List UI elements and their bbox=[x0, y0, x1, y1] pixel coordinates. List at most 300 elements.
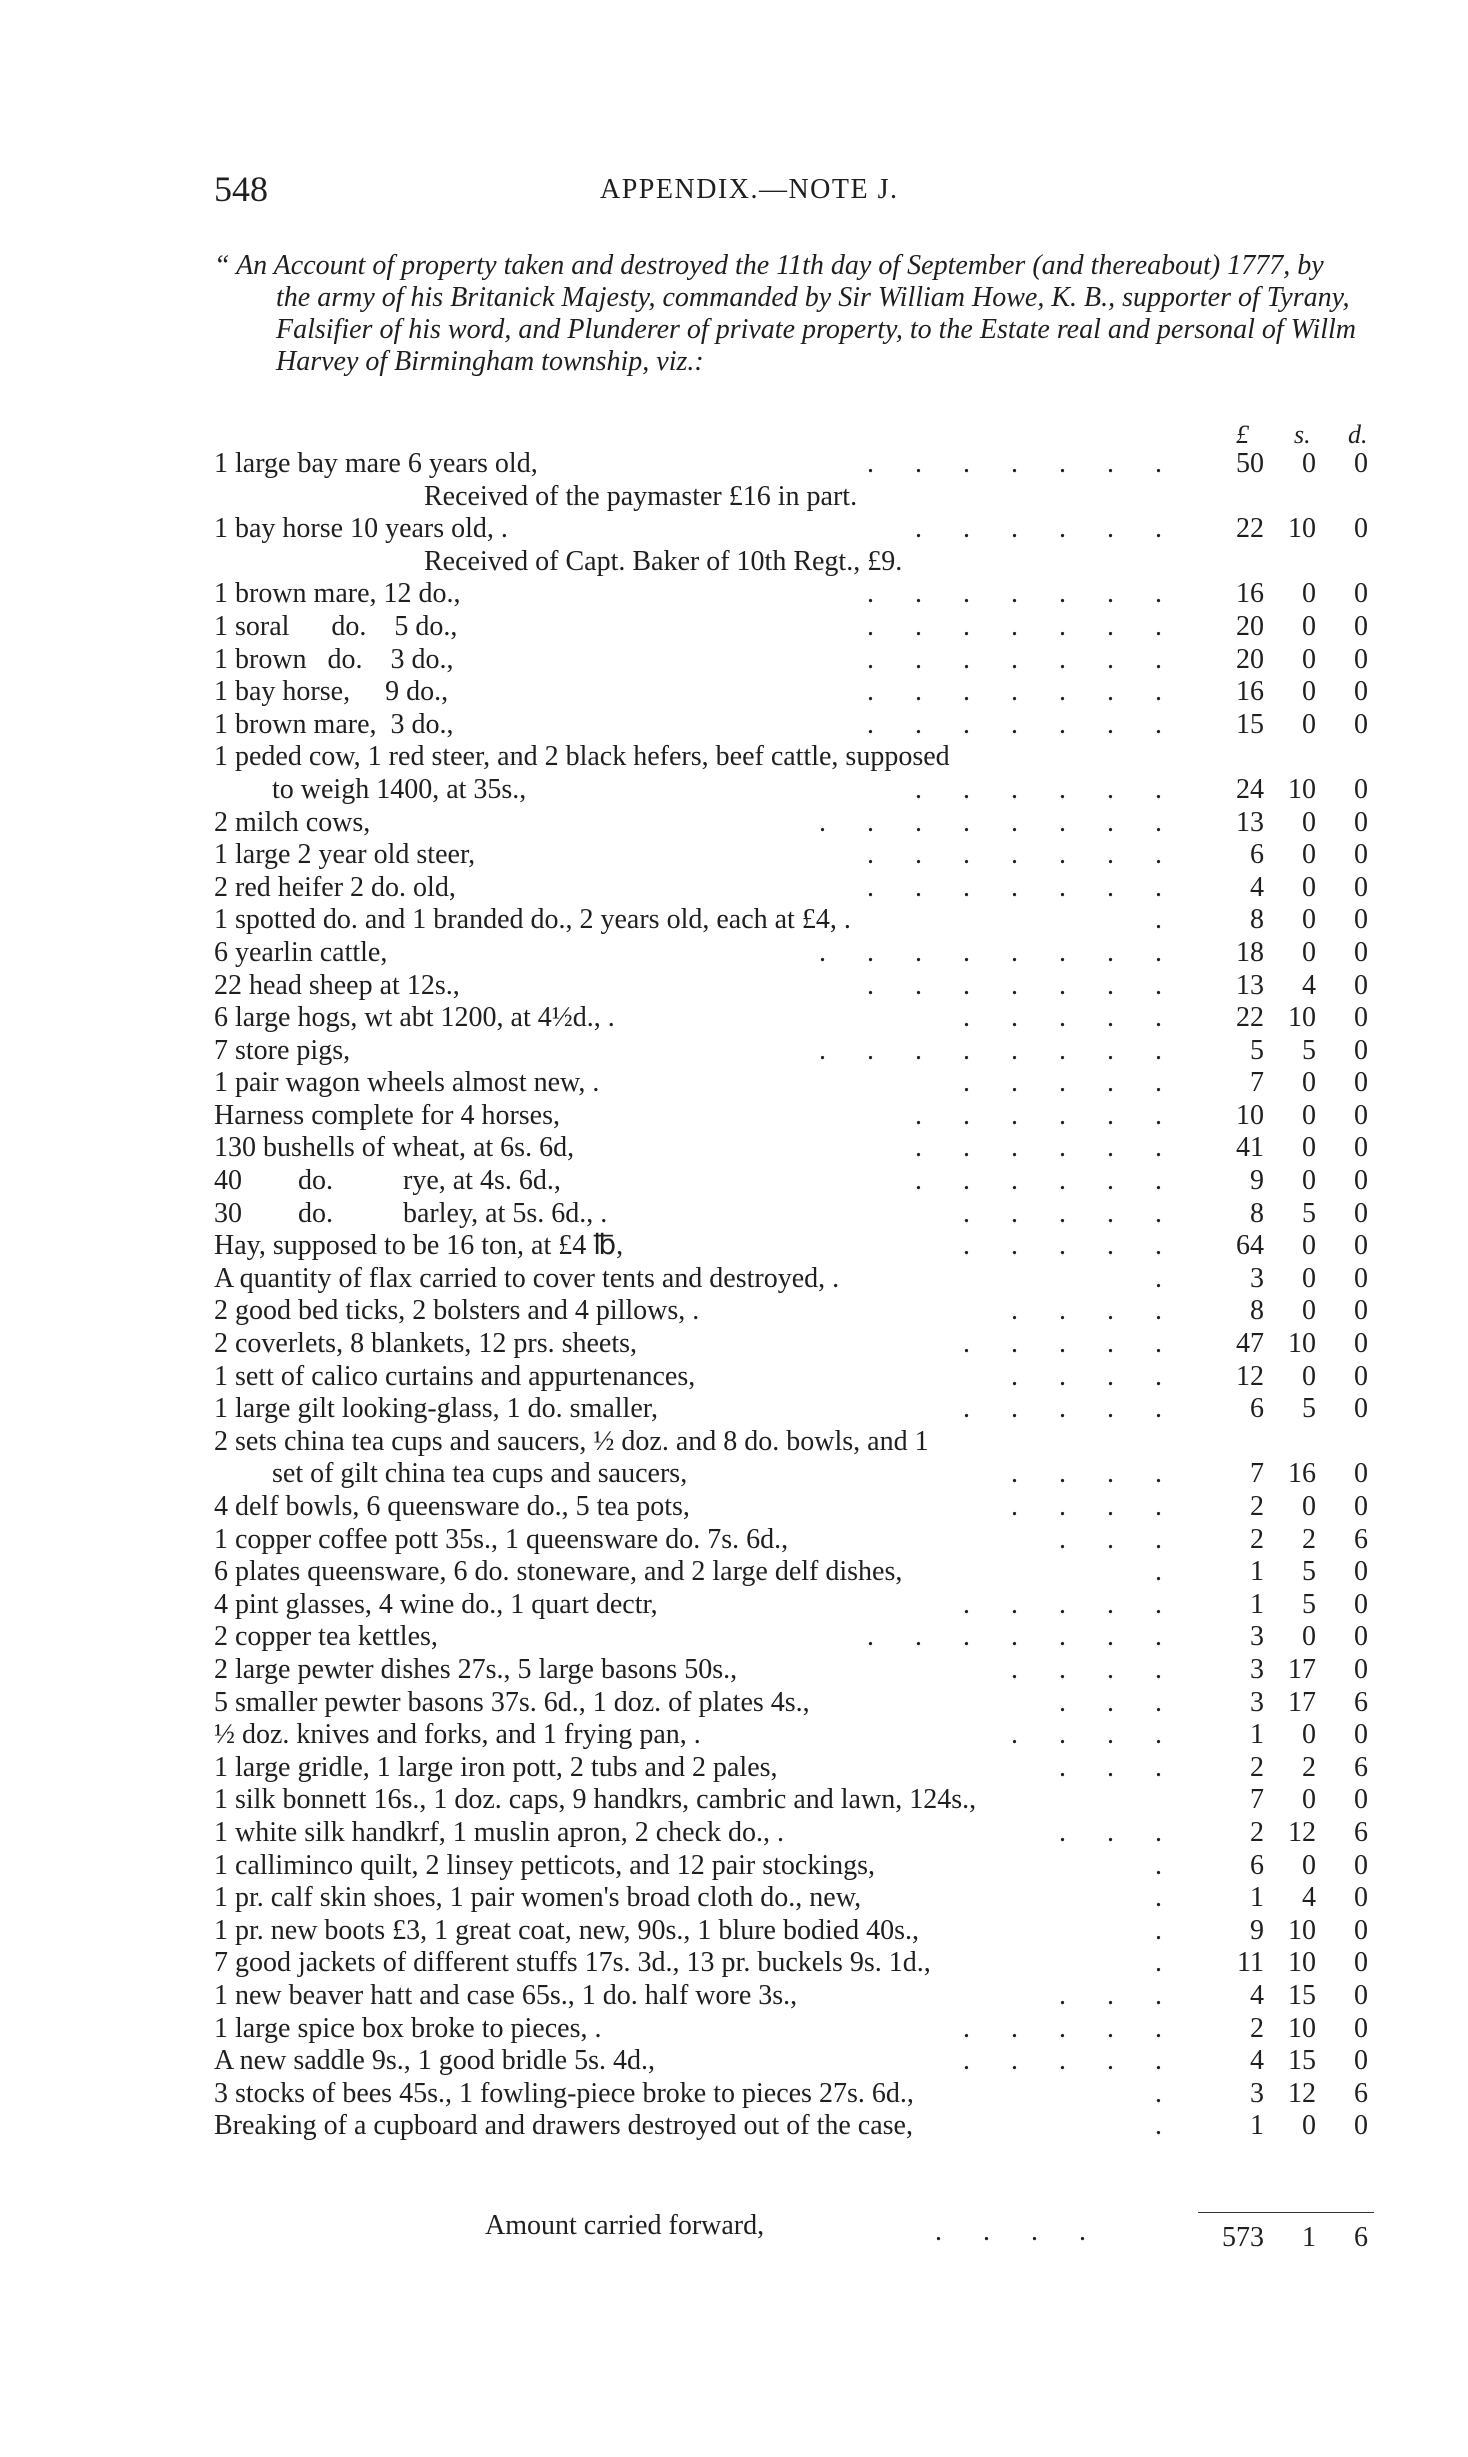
intro-paragraph bbox=[214, 250, 1364, 378]
shillings-value: 0 bbox=[1302, 610, 1316, 642]
shillings-value: 15 bbox=[1288, 1979, 1316, 2011]
pounds-value: 7 bbox=[1250, 1458, 1264, 1490]
account-entry-row bbox=[0, 1328, 1468, 1361]
leader-dots: . . . . . bbox=[963, 2045, 1162, 2077]
shillings-value: 10 bbox=[1288, 1002, 1316, 1034]
entry-description: 1 silk bonnett 16s., 1 doz. caps, 9 handkrs, cambric and lawn, 124s., bbox=[214, 1784, 977, 1816]
pounds-value: 18 bbox=[1236, 936, 1264, 968]
shillings-value: 0 bbox=[1302, 708, 1316, 740]
pence-value: 6 bbox=[1354, 2077, 1368, 2109]
pence-value: 0 bbox=[1354, 1588, 1368, 1620]
leader-dots: . . . bbox=[1059, 1979, 1162, 2011]
entry-description: 1 large gilt looking-glass, 1 do. smaller, bbox=[214, 1393, 658, 1425]
pounds-value: 4 bbox=[1250, 2045, 1264, 2077]
pence-value: 0 bbox=[1354, 1295, 1368, 1327]
leader-dots: . . . . . . . bbox=[867, 643, 1162, 675]
account-entry-row bbox=[0, 481, 1468, 514]
pounds-value: 3 bbox=[1250, 2077, 1264, 2109]
pence-value: 6 bbox=[1354, 1751, 1368, 1783]
entry-description: set of gilt china tea cups and saucers, bbox=[272, 1458, 688, 1490]
leader-dots: . . . . . . bbox=[915, 1132, 1162, 1164]
shillings-value: 2 bbox=[1302, 1751, 1316, 1783]
shillings-value: 0 bbox=[1302, 1099, 1316, 1131]
account-entry-row bbox=[0, 1980, 1468, 2013]
entry-description: 1 large bay mare 6 years old, bbox=[214, 448, 538, 479]
entry-description: 130 bushells of wheat, at 6s. 6d, bbox=[214, 1132, 575, 1164]
shillings-value: 12 bbox=[1288, 1816, 1316, 1848]
pence-value: 0 bbox=[1354, 1653, 1368, 1685]
shillings-value: 0 bbox=[1302, 1132, 1316, 1164]
entry-description: 2 milch cows, bbox=[214, 806, 371, 838]
account-entry-row bbox=[0, 1132, 1468, 1165]
leader-dots: . . . . . bbox=[963, 1588, 1162, 1620]
pence-value: 0 bbox=[1354, 1262, 1368, 1294]
leader-dots: . . . . . . . bbox=[867, 448, 1162, 479]
leader-dots: . . . bbox=[1059, 1751, 1162, 1783]
pounds-value: 4 bbox=[1250, 871, 1264, 903]
entry-description: 7 good jackets of different stuffs 17s. 3d., 13 pr. buckels 9s. 1d., bbox=[214, 1947, 931, 1979]
pence-value: 0 bbox=[1354, 1849, 1368, 1881]
pounds-value: 6 bbox=[1250, 1849, 1264, 1881]
account-entry-row bbox=[0, 1295, 1468, 1328]
entry-description: 1 bay horse, 9 do., bbox=[214, 676, 449, 708]
shillings-value: 0 bbox=[1302, 1784, 1316, 1816]
pounds-value: 8 bbox=[1250, 1197, 1264, 1229]
shillings-value: 0 bbox=[1302, 871, 1316, 903]
pounds-value: 3 bbox=[1250, 1653, 1264, 1685]
pounds-value: 16 bbox=[1236, 676, 1264, 708]
shillings-value: 17 bbox=[1288, 1653, 1316, 1685]
leader-dots: . . . bbox=[1059, 1686, 1162, 1718]
leader-dots: . . . . . . bbox=[915, 513, 1162, 545]
shillings-value: 0 bbox=[1302, 806, 1316, 838]
pounds-value: 2 bbox=[1250, 1751, 1264, 1783]
leader-dots: . . . . . bbox=[963, 1197, 1162, 1229]
pence-value: 0 bbox=[1354, 1360, 1368, 1392]
account-entry-row bbox=[0, 1361, 1468, 1394]
entry-description: 4 pint glasses, 4 wine do., 1 quart dectr, bbox=[214, 1588, 658, 1620]
pounds-value: 50 bbox=[1236, 448, 1264, 479]
account-entry-row bbox=[0, 611, 1468, 644]
shillings-value: 0 bbox=[1302, 1719, 1316, 1751]
entry-description: 1 new beaver hatt and case 65s., 1 do. half wore 3s., bbox=[214, 1979, 798, 2011]
pence-value: 0 bbox=[1354, 1099, 1368, 1131]
leader-dots: . . . . . bbox=[963, 1002, 1162, 1034]
pence-value: 0 bbox=[1354, 1947, 1368, 1979]
account-entry-row bbox=[0, 1621, 1468, 1654]
intro-text: “ An Account of property taken and destroyed the 11th day of September (and thereabout) 1777, by the army of his Britanick Majesty, commanded by Sir William Howe, K. B., supporter of Tyrany, Falsifier of his word, and Plunderer of private property, to the Estate real and personal of Willm Harvey of Birmingham township, viz.: bbox=[214, 250, 1357, 377]
account-entry-row bbox=[0, 1817, 1468, 1850]
account-entry-row bbox=[0, 1426, 1468, 1459]
entry-note: Received of Capt. Baker of 10th Regt., £9. bbox=[424, 545, 903, 577]
pounds-value: 47 bbox=[1236, 1328, 1264, 1360]
shillings-value: 5 bbox=[1302, 1588, 1316, 1620]
entry-description: 6 yearlin cattle, bbox=[214, 936, 388, 968]
pounds-value: 7 bbox=[1250, 1784, 1264, 1816]
entry-description: 4 delf bowls, 6 queensware do., 5 tea pots, bbox=[214, 1491, 690, 1522]
account-entry-row bbox=[0, 970, 1468, 1003]
entry-description: 40 do. rye, at 4s. 6d., bbox=[214, 1165, 561, 1197]
pence-value: 0 bbox=[1354, 806, 1368, 838]
shillings-value: 0 bbox=[1302, 1491, 1316, 1522]
leader-dots: . . . . . . bbox=[915, 773, 1162, 805]
leader-dots: . . . . bbox=[1011, 1491, 1162, 1522]
account-entry-row bbox=[0, 1002, 1468, 1035]
account-entry-row bbox=[0, 1556, 1468, 1589]
leader-dots: . . . . bbox=[1011, 1653, 1162, 1685]
account-entry-row bbox=[0, 546, 1468, 579]
entry-description: 2 sets china tea cups and saucers, ½ doz. and 8 do. bowls, and 1 bbox=[214, 1425, 929, 1457]
leader-dots: . bbox=[1155, 1914, 1162, 1946]
pence-value: 0 bbox=[1354, 1197, 1368, 1229]
pence-value: 0 bbox=[1354, 610, 1368, 642]
entry-description: 1 brown mare, 3 do., bbox=[214, 708, 454, 740]
entry-description: 1 sett of calico curtains and appurtenances, bbox=[214, 1360, 696, 1392]
pounds-value: 9 bbox=[1250, 1165, 1264, 1197]
account-entry-row bbox=[0, 1458, 1468, 1491]
shillings-value: 0 bbox=[1302, 1230, 1316, 1262]
leader-dots: . . . . . . bbox=[915, 1165, 1162, 1197]
account-entry-row bbox=[0, 1882, 1468, 1915]
pence-value: 0 bbox=[1354, 904, 1368, 936]
shillings-value: 5 bbox=[1302, 1197, 1316, 1229]
leader-dots: . . . . . . bbox=[915, 1099, 1162, 1131]
account-entry-row bbox=[0, 774, 1468, 807]
pence-value: 0 bbox=[1354, 1393, 1368, 1425]
shillings-value: 0 bbox=[1302, 1849, 1316, 1881]
entry-description: 1 soral do. 5 do., bbox=[214, 610, 458, 642]
pounds-value: 1 bbox=[1250, 2110, 1264, 2142]
pounds-value: 2 bbox=[1250, 2012, 1264, 2044]
pounds-value: 7 bbox=[1250, 1067, 1264, 1099]
pounds-value: 41 bbox=[1236, 1132, 1264, 1164]
leader-dots: . bbox=[1155, 1947, 1162, 1979]
leader-dots: . . . . bbox=[1011, 1719, 1162, 1751]
shillings-value: 0 bbox=[1302, 1360, 1316, 1392]
leader-dots: . bbox=[1155, 1556, 1162, 1588]
pence-value: 0 bbox=[1354, 1979, 1368, 2011]
running-head: APPENDIX.—NOTE J. bbox=[600, 174, 899, 205]
pounds-column-header: £ bbox=[1236, 420, 1249, 449]
leader-dots: . . . . . . . bbox=[867, 610, 1162, 642]
account-entry-row bbox=[0, 578, 1468, 611]
account-entry-row bbox=[0, 1393, 1468, 1426]
account-entry-row bbox=[0, 1752, 1468, 1785]
leader-dots: . . . . . . . bbox=[867, 578, 1162, 610]
shillings-value: 10 bbox=[1288, 1947, 1316, 1979]
pence-value: 0 bbox=[1354, 1034, 1368, 1066]
account-entry-row bbox=[0, 709, 1468, 742]
account-entries bbox=[0, 448, 1468, 2143]
entry-description: 1 brown do. 3 do., bbox=[214, 643, 454, 675]
pence-value: 0 bbox=[1354, 969, 1368, 1001]
entry-description: ½ doz. knives and forks, and 1 frying pan, . bbox=[214, 1719, 701, 1751]
entry-description: 1 large 2 year old steer, bbox=[214, 839, 476, 871]
pence-value: 0 bbox=[1354, 1719, 1368, 1751]
entry-description: 6 large hogs, wt abt 1200, at 4½d., . bbox=[214, 1002, 615, 1034]
shillings-value: 4 bbox=[1302, 969, 1316, 1001]
entry-description: 30 do. barley, at 5s. 6d., . bbox=[214, 1197, 608, 1229]
pounds-value: 10 bbox=[1236, 1099, 1264, 1131]
pounds-value: 15 bbox=[1236, 708, 1264, 740]
leader-dots: . . . . . . . bbox=[867, 839, 1162, 871]
carried-forward-label: Amount carried forward, bbox=[485, 2210, 765, 2241]
pounds-value: 6 bbox=[1250, 1393, 1264, 1425]
leader-dots: . bbox=[1155, 904, 1162, 936]
leader-dots: . . . . . . . bbox=[867, 676, 1162, 708]
pounds-value: 1 bbox=[1250, 1588, 1264, 1620]
shillings-value: 10 bbox=[1288, 1328, 1316, 1360]
leader-dots: . . . . . . . bbox=[867, 1621, 1162, 1653]
account-entry-row bbox=[0, 1230, 1468, 1263]
account-entry-row bbox=[0, 872, 1468, 905]
shillings-value: 0 bbox=[1302, 1295, 1316, 1327]
leader-dots: . . . . . bbox=[963, 1230, 1162, 1262]
pence-value: 0 bbox=[1354, 839, 1368, 871]
pence-value: 0 bbox=[1354, 1882, 1368, 1914]
shillings-value: 5 bbox=[1302, 1034, 1316, 1066]
entry-description: 7 store pigs, bbox=[214, 1034, 351, 1066]
page-number: 548 bbox=[214, 169, 268, 209]
leader-dots: . . . . . bbox=[963, 2012, 1162, 2044]
shillings-value: 0 bbox=[1302, 676, 1316, 708]
entry-note: Received of the paymaster £16 in part. bbox=[424, 480, 858, 512]
pounds-value: 6 bbox=[1250, 839, 1264, 871]
shillings-value: 5 bbox=[1302, 1393, 1316, 1425]
entry-description: 1 large spice box broke to pieces, . bbox=[214, 2012, 602, 2044]
leader-dots: . . . . . bbox=[963, 1328, 1162, 1360]
pounds-value: 24 bbox=[1236, 773, 1264, 805]
account-entry-row bbox=[0, 2045, 1468, 2078]
pence-value: 0 bbox=[1354, 871, 1368, 903]
account-entry-row bbox=[0, 741, 1468, 774]
leader-dots: . . . bbox=[1059, 1816, 1162, 1848]
leader-dots: . . . . . bbox=[963, 1393, 1162, 1425]
shillings-value: 17 bbox=[1288, 1686, 1316, 1718]
account-entry-row bbox=[0, 1947, 1468, 1980]
pounds-value: 22 bbox=[1236, 513, 1264, 545]
page-header bbox=[214, 168, 1364, 218]
entry-description: 2 coverlets, 8 blankets, 12 prs. sheets, bbox=[214, 1328, 638, 1360]
shillings-value: 0 bbox=[1302, 839, 1316, 871]
pence-value: 0 bbox=[1354, 513, 1368, 545]
shillings-value: 10 bbox=[1288, 2012, 1316, 2044]
leader-dots: . bbox=[1155, 1849, 1162, 1881]
entry-description: to weigh 1400, at 35s., bbox=[272, 773, 527, 805]
pounds-value: 11 bbox=[1237, 1947, 1264, 1979]
pence-value: 0 bbox=[1354, 1328, 1368, 1360]
shillings-value: 12 bbox=[1288, 2077, 1316, 2109]
shillings-value: 0 bbox=[1302, 2110, 1316, 2142]
pence-value: 0 bbox=[1354, 936, 1368, 968]
account-entry-row bbox=[0, 1035, 1468, 1068]
total-pence: 6 bbox=[1354, 2222, 1368, 2253]
entry-description: Breaking of a cupboard and drawers destroyed out of the case, bbox=[214, 2110, 913, 2142]
shillings-value: 0 bbox=[1302, 1621, 1316, 1653]
account-entry-row bbox=[0, 2078, 1468, 2111]
pounds-value: 20 bbox=[1236, 643, 1264, 675]
leader-dots: . bbox=[1155, 2110, 1162, 2142]
shillings-value: 0 bbox=[1302, 448, 1316, 479]
leader-dots: . . . . . . . bbox=[867, 708, 1162, 740]
pence-value: 0 bbox=[1354, 578, 1368, 610]
leader-dots: . . . . . . . bbox=[867, 969, 1162, 1001]
entry-description: 1 spotted do. and 1 branded do., 2 years old, each at £4, . bbox=[214, 904, 851, 936]
pounds-value: 3 bbox=[1250, 1686, 1264, 1718]
shillings-value: 16 bbox=[1288, 1458, 1316, 1490]
entry-description: 1 large gridle, 1 large iron pott, 2 tubs and 2 pales, bbox=[214, 1751, 778, 1783]
account-entry-row bbox=[0, 1067, 1468, 1100]
account-entry-row bbox=[0, 676, 1468, 709]
pounds-value: 3 bbox=[1250, 1262, 1264, 1294]
account-entry-row bbox=[0, 448, 1468, 481]
shillings-value: 0 bbox=[1302, 936, 1316, 968]
pounds-value: 1 bbox=[1250, 1556, 1264, 1588]
account-entry-row bbox=[0, 807, 1468, 840]
entry-description: 5 smaller pewter basons 37s. 6d., 1 doz. of plates 4s., bbox=[214, 1686, 810, 1718]
shillings-value: 10 bbox=[1288, 773, 1316, 805]
pence-value: 0 bbox=[1354, 1165, 1368, 1197]
leader-dots: . . . . . . . . bbox=[819, 1034, 1162, 1066]
pence-column-header: d. bbox=[1348, 420, 1368, 449]
leader-dots: . . . . . . . bbox=[867, 871, 1162, 903]
shillings-value: 2 bbox=[1302, 1523, 1316, 1555]
entry-description: Hay, supposed to be 16 ton, at £4 ℔, bbox=[214, 1230, 624, 1262]
shillings-value: 0 bbox=[1302, 1262, 1316, 1294]
pounds-value: 1 bbox=[1250, 1719, 1264, 1751]
account-entry-row bbox=[0, 839, 1468, 872]
entry-description: 1 white silk handkrf, 1 muslin apron, 2 check do., . bbox=[214, 1816, 785, 1848]
account-entry-row bbox=[0, 2110, 1468, 2143]
leader-dots: . . . bbox=[1059, 1523, 1162, 1555]
account-entry-row bbox=[0, 904, 1468, 937]
pence-value: 0 bbox=[1354, 708, 1368, 740]
leader-dots: . bbox=[1155, 1882, 1162, 1914]
carried-forward-row bbox=[0, 2210, 1468, 2253]
leader-dots: . . . . . bbox=[963, 1067, 1162, 1099]
pence-value: 0 bbox=[1354, 1067, 1368, 1099]
account-entry-row bbox=[0, 513, 1468, 546]
pence-value: 0 bbox=[1354, 2045, 1368, 2077]
entry-description: 1 pr. calf skin shoes, 1 pair women's broad cloth do., new, bbox=[214, 1882, 862, 1914]
pounds-value: 1 bbox=[1250, 1882, 1264, 1914]
entry-description: 1 pr. new boots £3, 1 great coat, new, 90s., 1 blure bodied 40s., bbox=[214, 1914, 920, 1946]
entry-description: 1 peded cow, 1 red steer, and 2 black hefers, beef cattle, supposed bbox=[214, 741, 950, 773]
pence-value: 6 bbox=[1354, 1523, 1368, 1555]
account-entry-row bbox=[0, 1589, 1468, 1622]
leader-dots: . . . . . . . . bbox=[819, 806, 1162, 838]
account-entry-row bbox=[0, 1719, 1468, 1752]
shillings-value: 5 bbox=[1302, 1556, 1316, 1588]
entry-description: 22 head sheep at 12s., bbox=[214, 969, 460, 1001]
entry-description: Harness complete for 4 horses, bbox=[214, 1099, 561, 1131]
shillings-value: 0 bbox=[1302, 904, 1316, 936]
pounds-value: 64 bbox=[1236, 1230, 1264, 1262]
pounds-value: 2 bbox=[1250, 1523, 1264, 1555]
pounds-value: 9 bbox=[1250, 1914, 1264, 1946]
account-entry-row bbox=[0, 1100, 1468, 1133]
pounds-value: 2 bbox=[1250, 1816, 1264, 1848]
pence-value: 6 bbox=[1354, 1816, 1368, 1848]
pounds-value: 5 bbox=[1250, 1034, 1264, 1066]
account-entry-row bbox=[0, 1784, 1468, 1817]
pounds-value: 13 bbox=[1236, 969, 1264, 1001]
leader-dots: . . . . bbox=[1011, 1295, 1162, 1327]
entry-description: A quantity of flax carried to cover tents and destroyed, . bbox=[214, 1262, 840, 1294]
leader-dots: . . . . bbox=[1011, 1458, 1162, 1490]
pence-value: 0 bbox=[1354, 773, 1368, 805]
leader-dots: . . . . bbox=[1011, 1360, 1162, 1392]
pounds-value: 2 bbox=[1250, 1491, 1264, 1522]
entry-description: 2 red heifer 2 do. old, bbox=[214, 871, 456, 903]
pence-value: 0 bbox=[1354, 1556, 1368, 1588]
account-entry-row bbox=[0, 644, 1468, 677]
account-entry-row bbox=[0, 1850, 1468, 1883]
pounds-value: 3 bbox=[1250, 1621, 1264, 1653]
entry-description: 2 large pewter dishes 27s., 5 large basons 50s., bbox=[214, 1653, 738, 1685]
shillings-value: 15 bbox=[1288, 2045, 1316, 2077]
pence-value: 0 bbox=[1354, 2012, 1368, 2044]
account-entry-row bbox=[0, 1198, 1468, 1231]
leader-dots: . bbox=[1155, 2077, 1162, 2109]
shillings-value: 10 bbox=[1288, 1914, 1316, 1946]
shillings-value: 0 bbox=[1302, 1165, 1316, 1197]
shillings-value: 0 bbox=[1302, 643, 1316, 675]
pence-value: 0 bbox=[1354, 1784, 1368, 1816]
entry-description: 1 calliminco quilt, 2 linsey petticots, and 12 pair stockings, bbox=[214, 1849, 876, 1881]
entry-description: 2 copper tea kettles, bbox=[214, 1621, 438, 1653]
leader-dots: . bbox=[1155, 1262, 1162, 1294]
account-entry-row bbox=[0, 937, 1468, 970]
pounds-value: 12 bbox=[1236, 1360, 1264, 1392]
pounds-value: 22 bbox=[1236, 1002, 1264, 1034]
pence-value: 0 bbox=[1354, 1132, 1368, 1164]
pence-value: 0 bbox=[1354, 1230, 1368, 1262]
shillings-value: 0 bbox=[1302, 578, 1316, 610]
entry-description: A new saddle 9s., 1 good bridle 5s. 4d., bbox=[214, 2045, 655, 2077]
pence-value: 6 bbox=[1354, 1686, 1368, 1718]
pence-value: 0 bbox=[1354, 643, 1368, 675]
entry-description: 2 good bed ticks, 2 bolsters and 4 pillows, . bbox=[214, 1295, 700, 1327]
account-entry-row bbox=[0, 1263, 1468, 1296]
shillings-value: 0 bbox=[1302, 1067, 1316, 1099]
pounds-value: 4 bbox=[1250, 1979, 1264, 2011]
pence-value: 0 bbox=[1354, 1914, 1368, 1946]
leader-dots: . . . . . . . . bbox=[819, 936, 1162, 968]
account-entry-row bbox=[0, 2013, 1468, 2046]
account-entry-row bbox=[0, 1491, 1468, 1524]
account-entry-row bbox=[0, 1915, 1468, 1948]
pounds-value: 20 bbox=[1236, 610, 1264, 642]
account-entry-row bbox=[0, 1524, 1468, 1557]
entry-description: 1 pair wagon wheels almost new, . bbox=[214, 1067, 600, 1099]
leader-dots: . . . . bbox=[935, 2216, 1086, 2247]
shillings-value: 4 bbox=[1302, 1882, 1316, 1914]
entry-description: 3 stocks of bees 45s., 1 fowling-piece broke to pieces 27s. 6d., bbox=[214, 2077, 914, 2109]
total-shillings: 1 bbox=[1302, 2222, 1316, 2253]
pounds-value: 16 bbox=[1236, 578, 1264, 610]
pence-value: 0 bbox=[1354, 448, 1368, 479]
account-entry-row bbox=[0, 1654, 1468, 1687]
total-pounds: 573 bbox=[1222, 2222, 1264, 2253]
pence-value: 0 bbox=[1354, 1621, 1368, 1653]
pence-value: 0 bbox=[1354, 1002, 1368, 1034]
account-entry-row bbox=[0, 1687, 1468, 1720]
entry-description: 1 copper coffee pott 35s., 1 queensware do. 7s. 6d., bbox=[214, 1523, 789, 1555]
pence-value: 0 bbox=[1354, 1491, 1368, 1522]
account-entry-row bbox=[0, 1165, 1468, 1198]
pounds-value: 8 bbox=[1250, 1295, 1264, 1327]
